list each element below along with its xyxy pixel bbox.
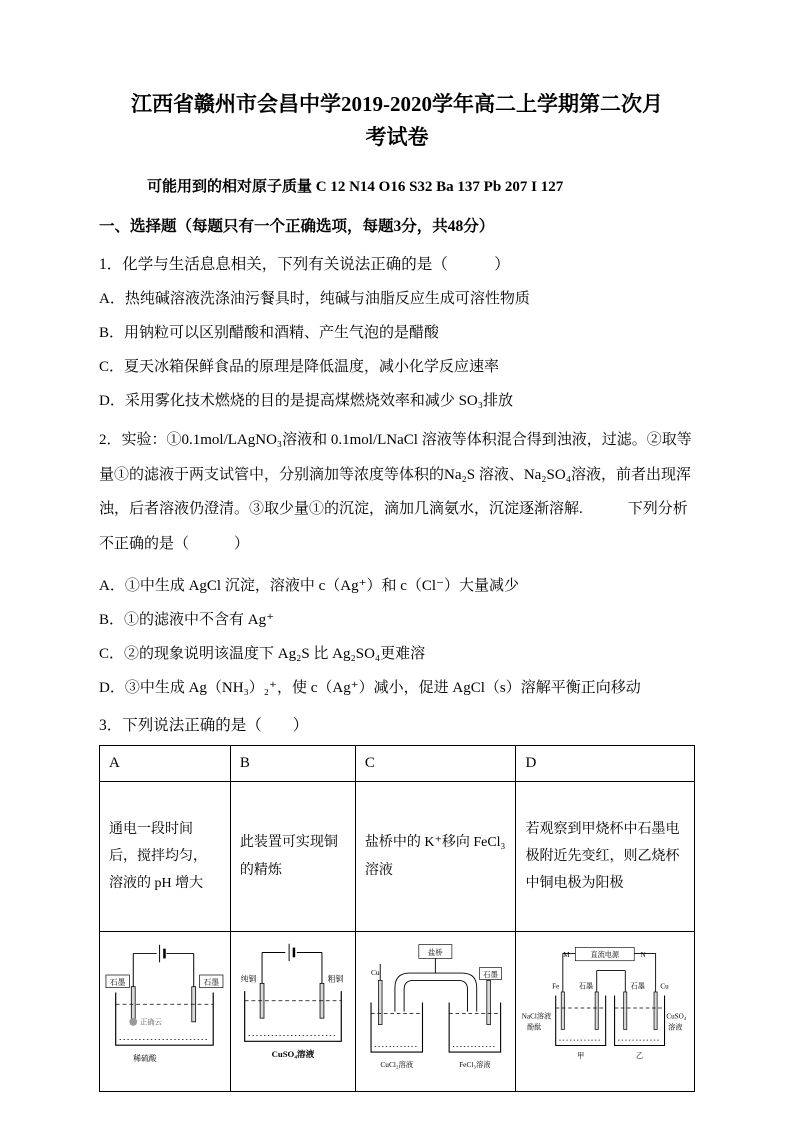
question-1 [99, 252, 695, 410]
table-header-b: B [230, 746, 355, 782]
beaker-shape [245, 991, 342, 1041]
table-header-row [100, 746, 695, 782]
electrodes [562, 992, 658, 1029]
section-header: 一、选择题（每题只有一个正确选项，每题3分，共48分） [99, 218, 495, 236]
diagram-cell-c [355, 932, 516, 1092]
solution-label: 稀硫酸 [133, 1053, 157, 1063]
electrode-label-left: 石墨 [109, 977, 126, 987]
series-electrolysis-diagram-d [520, 942, 690, 1076]
electrode-label-right: 石墨 [203, 977, 220, 987]
page-title-line2: 考试卷 [365, 124, 429, 149]
description-a: 通电一段时间后，搅拌均匀，溶液的 pH 增大 [100, 782, 231, 932]
question-2 [99, 423, 695, 697]
solution-label: CuSO₄溶液 [271, 1048, 315, 1059]
description-c: 盐桥中的 K⁺移向 FeCl₃溶液 [355, 782, 516, 932]
table-header-c: C [355, 746, 516, 782]
circuit-wires [262, 944, 322, 984]
electrolysis-diagram-a [104, 936, 226, 1082]
terminal-label-n: N [641, 951, 647, 960]
comparison-table [99, 745, 695, 1092]
q1-option-c: C．夏天冰箱保鲜食品的原理是降低温度，减小化学反应速率 [99, 359, 500, 376]
beaker-label-jia: 甲 [577, 1052, 585, 1061]
electrode-label-left: 纯铜 [240, 974, 257, 984]
page-title [99, 88, 695, 153]
terminal-label-m: M [563, 951, 571, 960]
q2-option-b: B．①的滤液中不含有 Ag⁺ [99, 612, 275, 629]
q2-option-c: C．②的现象说明该温度下 Ag₂S 比 Ag₂SO₄更难溶 [99, 646, 426, 663]
table-header-a: A [100, 746, 231, 782]
beaker-label-yi: 乙 [636, 1052, 644, 1061]
table-description-row [100, 782, 695, 932]
table-diagram-row [100, 932, 695, 1092]
left-solution-label-2: 酚酞 [527, 1023, 542, 1032]
electrode-label-cu: Cu [660, 982, 670, 991]
diagram-cell-b [230, 932, 355, 1092]
table-header-d: D [516, 746, 695, 782]
electrode-label-graphite-2: 石墨 [631, 982, 646, 991]
electrode-label-left: Cu [370, 968, 380, 978]
right-solution-label-2: 溶液 [668, 1023, 683, 1032]
atomic-masses-note: 可能用到的相对原子质量 C 12 N14 O16 S32 Ba 137 Pb 207 I 127 [147, 179, 564, 196]
electrode-label-fe: Fe [552, 982, 560, 991]
salt-bridge-diagram-c [360, 940, 512, 1078]
solution-label-right: FeCl₃溶液 [458, 1060, 491, 1070]
q1-option-b: B．用钠粒可以区别醋酸和酒精、产生气泡的是醋酸 [99, 325, 440, 342]
description-d: 若观察到甲烧杯中石墨电极附近先变红，则乙烧杯中铜电极为阳极 [516, 782, 695, 932]
electrode-label-graphite-1: 石墨 [579, 982, 594, 991]
electrode-label-right: 粗铜 [327, 974, 344, 984]
beaker-right-shape [449, 1003, 500, 1053]
q1-option-a: A．热纯碱溶液洗涤油污餐具时，纯碱与油脂反应生成可溶性物质 [99, 291, 530, 308]
diagram-cell-a [100, 932, 231, 1092]
beaker-shape [116, 993, 214, 1046]
copper-refining-diagram-b [235, 937, 351, 1082]
q1-stem: 1．化学与生活息息相关，下列有关说法正确的是（ ） [99, 256, 510, 274]
left-solution-label-1: NaCl溶液 [522, 1013, 552, 1022]
power-supply-label: 直流电源 [590, 951, 620, 960]
page-title-line1: 江西省赣州市会昌中学2019-2020学年高二上学期第二次月 [131, 92, 663, 116]
watermark-text: 正确云 [140, 1017, 162, 1027]
q2-option-a: A．①中生成 AgCl 沉淀，溶液中 c（Ag⁺）和 c（Cl⁻）大量减少 [99, 578, 519, 595]
q3-stem: 3．下列说法正确的是（ ） [99, 717, 309, 735]
question-3 [99, 713, 695, 1092]
right-solution-label-1: CuSO₄ [666, 1013, 687, 1022]
q2-stem: 2．实验：①0.1mol/LAgNO₃溶液和 0.1mol/LNaCl 溶液等体积混合得到浊液，过滤。②取等量①的滤液于两支试管中，分别滴加等浓度等体积的Na₂S 溶液、Na₂SO₄溶液，前者出现浑浊，后者溶液仍澄清。③取少量①的沉淀，滴加几滴氨水，沉淀逐渐溶解. 下列分析不正确的是（ ） [99, 432, 692, 552]
salt-bridge-label: 盐桥 [427, 948, 443, 958]
description-b: 此装置可实现铜的精炼 [230, 782, 355, 932]
diagram-cell-d [516, 932, 695, 1092]
circuit-wires [133, 945, 193, 987]
q1-option-d: D．采用雾化技术燃烧的目的是提高煤燃烧效率和减少 SO₃排放 [99, 393, 513, 410]
electrode-label-right: 石墨 [482, 970, 498, 980]
salt-bridge-tube [395, 973, 477, 1012]
solution-label-left: CuCl₂溶液 [380, 1060, 413, 1070]
watermark-icon [129, 1018, 137, 1026]
q2-option-d: D．③中生成 Ag（NH₃）₂⁺，使 c（Ag⁺）减小，促进 AgCl（s）溶解平衡正向移动 [99, 680, 641, 697]
